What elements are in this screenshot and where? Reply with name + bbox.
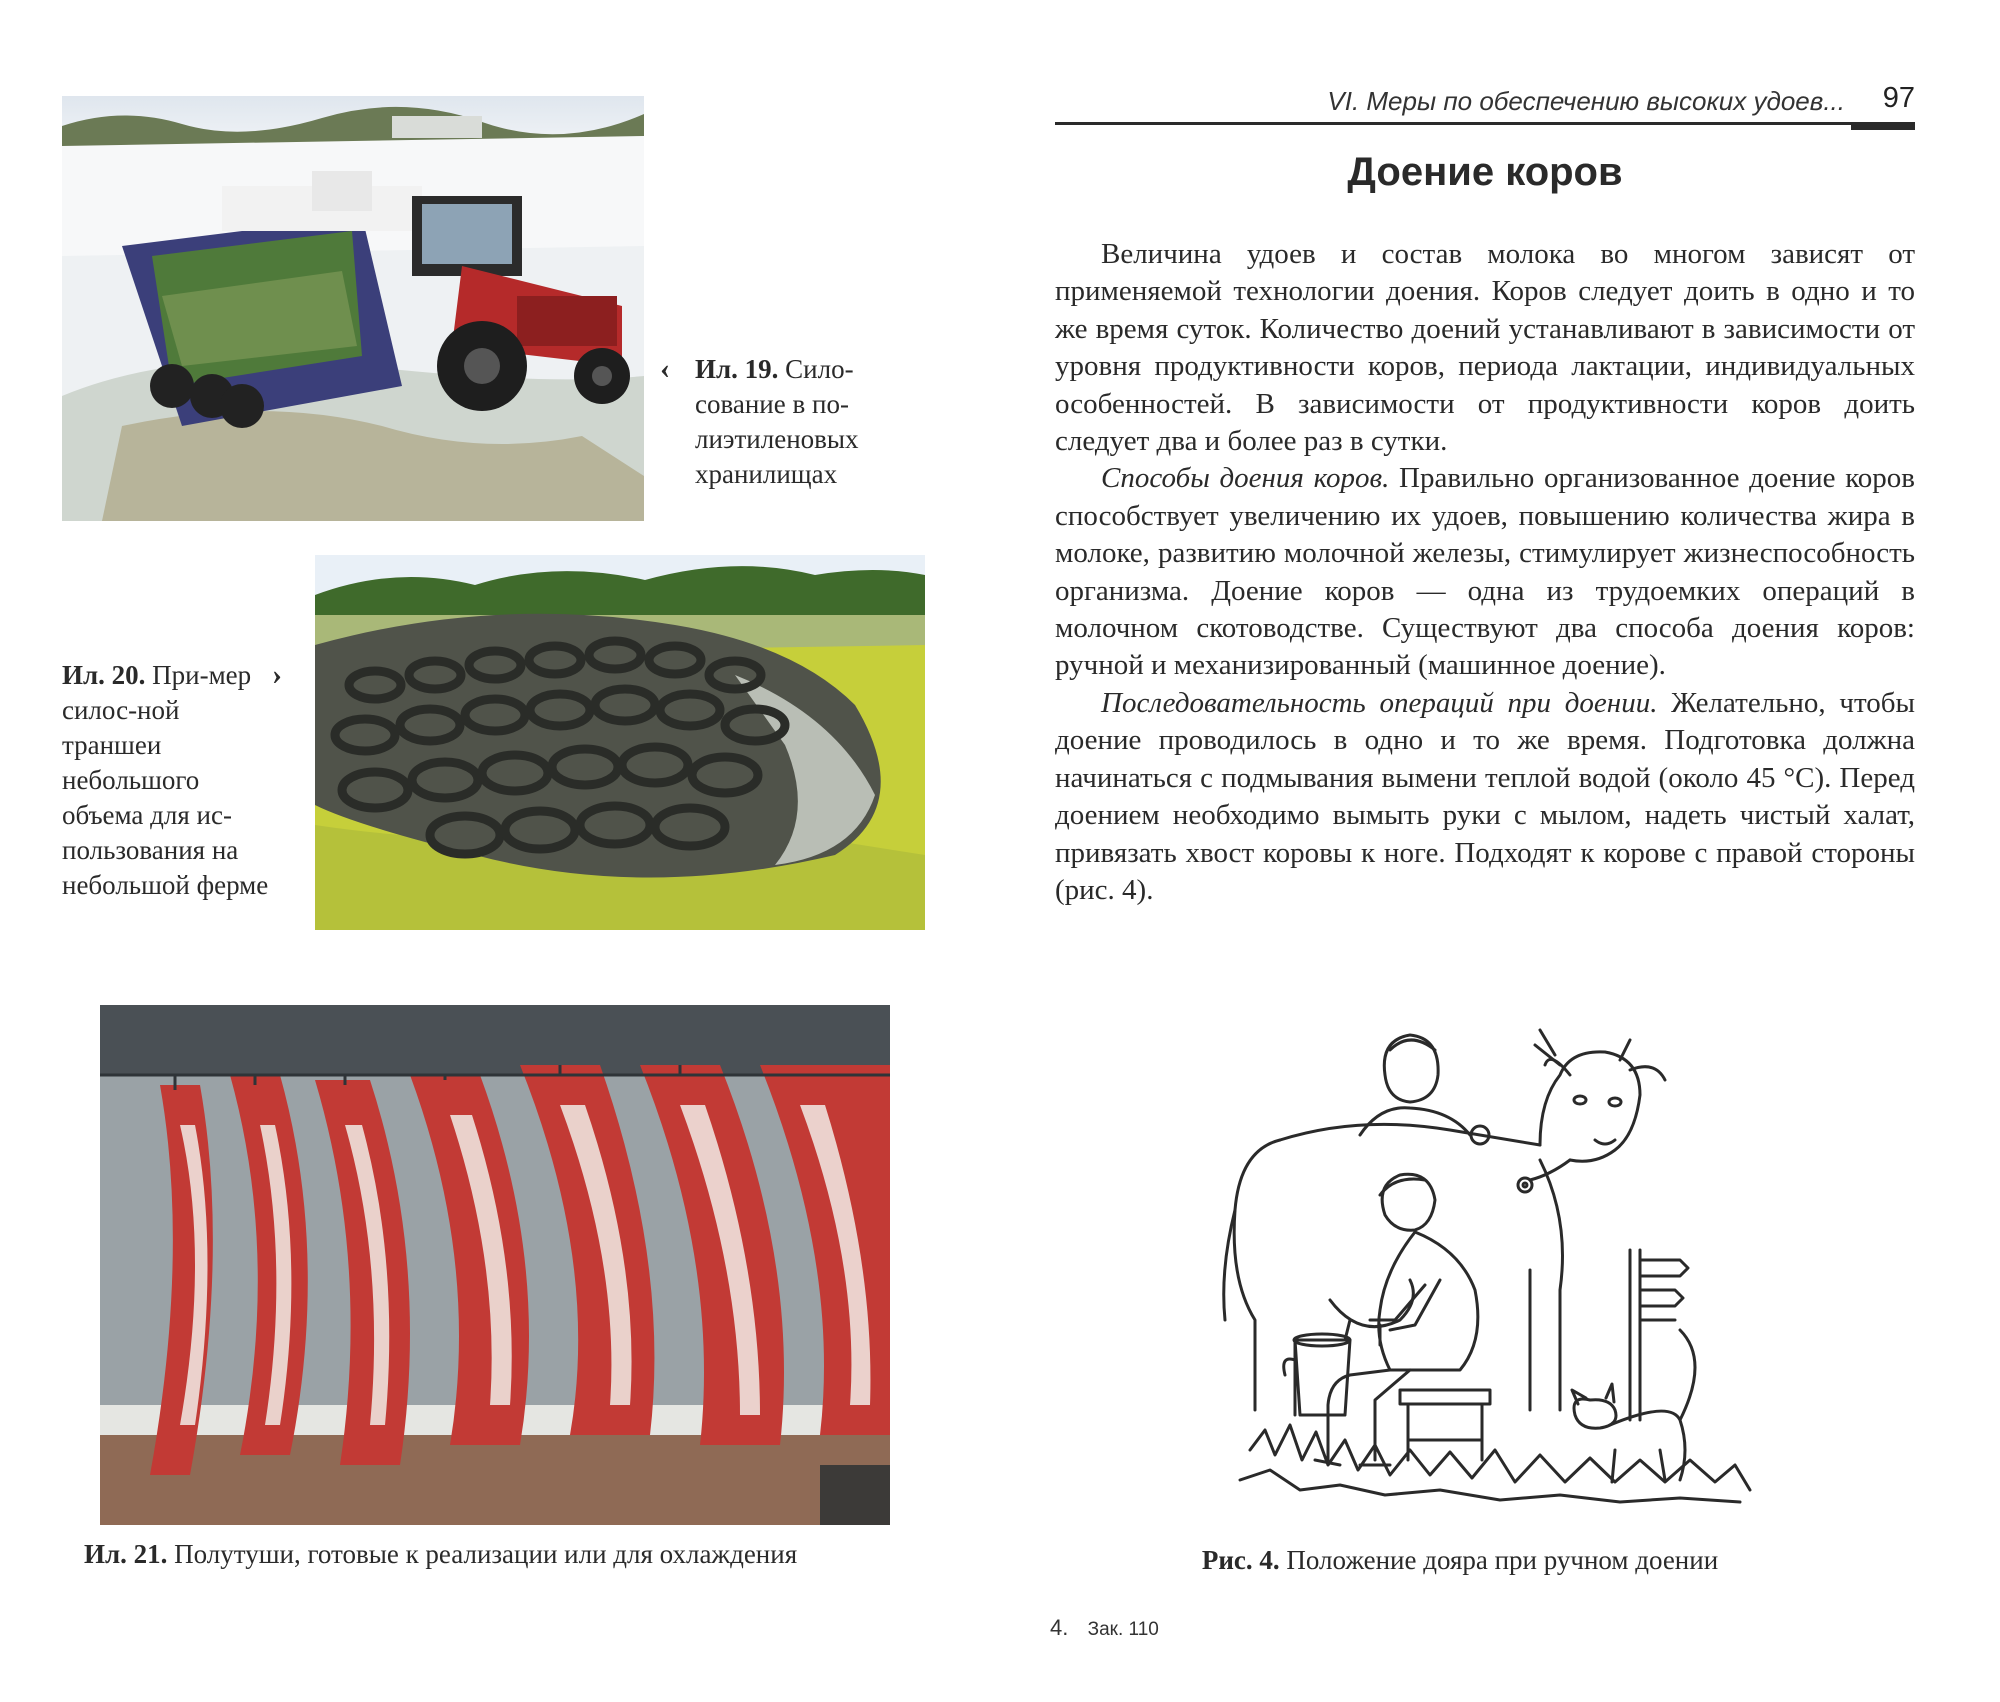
figure19-arrow: ‹	[660, 352, 670, 385]
figure21-text: Полутуши, готовые к реализации или для охлаждения	[174, 1539, 798, 1569]
page-number-bar	[1851, 124, 1915, 130]
running-head	[1055, 82, 1915, 125]
figure20-caption	[62, 658, 277, 903]
order-number: Зак. 110	[1087, 1619, 1159, 1640]
figure20-text: При-мер силос-ной траншеи небольшого объема для ис-пользования на небольшой ферме	[62, 660, 269, 900]
silage-tractor-photo	[62, 96, 644, 521]
body-text	[1055, 236, 1915, 909]
figure19-label: Ил. 19.	[695, 354, 779, 384]
figure20-label: Ил. 20.	[62, 660, 146, 690]
paragraph-3-text: Желательно, чтобы доение проводилось в одно и то же время. Подготовка должна начинаться с подмывания вымени теплой водой (около 45 °С). Перед доением необходимо вымыть руки с мылом, надеть чистый халат, привязать хвост коровы к ноге. Подходят к корове с правой стороны (рис. 4).	[1055, 686, 1915, 906]
figure21-caption	[84, 1537, 954, 1572]
meat-carcasses-photo	[100, 1005, 890, 1525]
silage-trench-photo	[315, 555, 925, 930]
figure19-caption	[695, 352, 905, 492]
paragraph-1: Величина удоев и состав молока во многом зависят от применяемой технологии доения. Коров следует доить в одно и то же время суток. Количество доений устанавливают в зависимости от уровня продуктивности коров, периода лактации, индивидуальных особенностей. В зависимости от продуктивности коров доить следует два и более раз в сутки.	[1055, 238, 1915, 458]
figure4-text: Положение дояра при ручном доении	[1286, 1545, 1719, 1575]
figure4-label: Рис. 4.	[1201, 1545, 1280, 1575]
paragraph-3	[1055, 685, 1915, 909]
figure19-text: Сило-сование в по-лиэтиленовых хранилищах	[695, 354, 859, 489]
figure4-caption	[1100, 1545, 1820, 1576]
page-number: 97	[1882, 82, 1915, 114]
chapter-title: VI. Меры по обеспечению высоких удоев...	[1327, 86, 1845, 116]
figure21-label: Ил. 21.	[84, 1539, 168, 1569]
section-title: Доение коров	[1347, 150, 1623, 194]
figure20-arrow: ›	[272, 658, 282, 691]
milking-illustration	[1210, 1020, 1770, 1520]
paragraph-2	[1055, 460, 1915, 684]
paragraph-3-lead: Последовательность операций при доении.	[1101, 686, 1658, 719]
page-footer	[1050, 1615, 1159, 1641]
signature-mark: 4.	[1050, 1615, 1069, 1640]
paragraph-2-text: Правильно организованное доение коров способствует увеличению их удоев, повышению количества жира в молоке, развитию молочной железы, стимулирует жизнеспособность организма. Доение коров — одна из трудоемких операций в молочном скотоводстве. Существуют два способа доения коров: ручной и механизированный (машинное доение).	[1055, 462, 1916, 682]
paragraph-2-lead: Способы доения коров.	[1101, 462, 1390, 495]
